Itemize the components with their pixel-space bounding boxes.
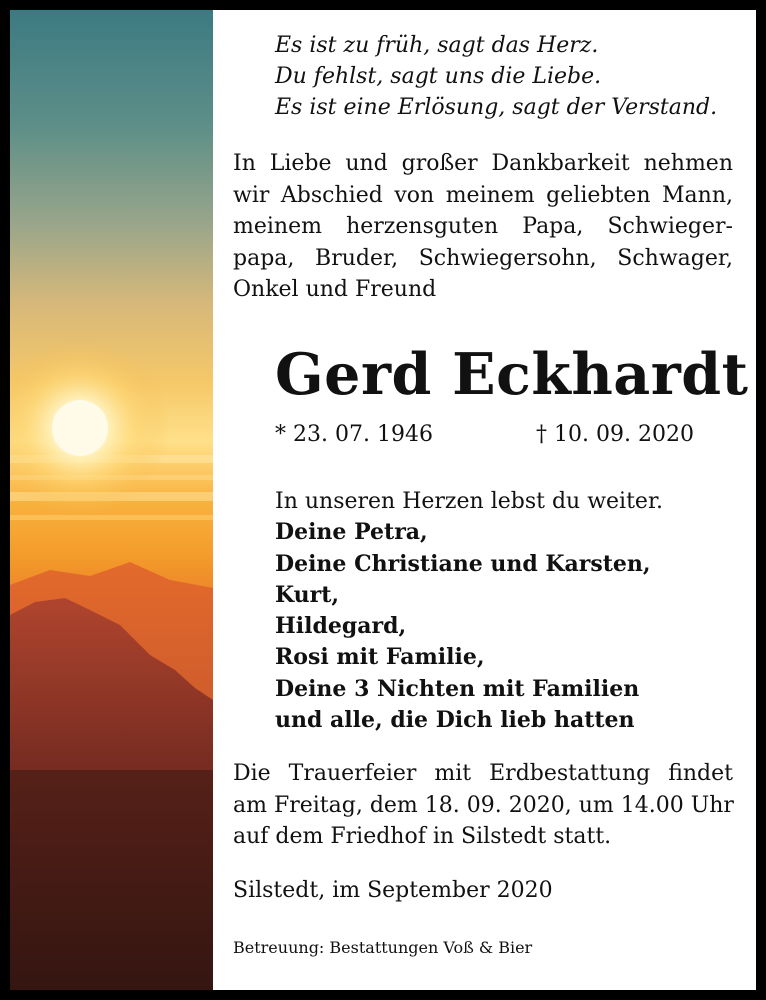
mourner-name: Deine Christiane und Karsten,	[275, 550, 651, 577]
mourner-name: Rosi mit Familie,	[275, 644, 485, 671]
mourners-intro: In unseren Herzen lebst du weiter.	[275, 489, 664, 514]
death-date: † 10. 09. 2020	[536, 422, 694, 447]
mourner-name: Deine Petra,	[275, 519, 428, 546]
mourner-name: Kurt,	[275, 581, 340, 608]
intro-line: In Liebe und großer Dankbarkeit nehmen	[233, 151, 733, 176]
intro-line: wir Abschied von meinem geliebten Mann,	[233, 182, 733, 208]
funeral-line: am Freitag, dem 18. 09. 2020, um 14.00 Uhr	[233, 792, 734, 818]
poem-line: Es ist eine Erlösung, sagt der Verstand.	[275, 95, 718, 120]
funeral-notice	[233, 758, 733, 853]
deceased-name: Gerd Eckhardt	[275, 341, 749, 408]
obituary-text-panel	[213, 10, 756, 990]
sunset-mountain-photo	[10, 10, 213, 990]
intro-line: Onkel und Freund	[233, 277, 437, 302]
poem-line: Du fehlst, sagt uns die Liebe.	[275, 64, 602, 89]
intro-line: papa, Bruder, Schwiegersohn, Schwager,	[233, 245, 733, 271]
poem-line: Es ist zu früh, sagt das Herz.	[275, 33, 599, 58]
poem	[275, 30, 745, 123]
funeral-line: auf dem Friedhof in Silstedt statt.	[233, 824, 612, 849]
intro-line: meinem herzensguten Papa, Schwieger-	[233, 214, 733, 239]
mourner-name: Deine 3 Nichten mit Familien	[275, 675, 640, 702]
place-date: Silstedt, im September 2020	[233, 878, 553, 903]
mourner-name: und alle, die Dich lieb hatten	[275, 707, 635, 734]
undertaker-credit: Betreuung: Bestattungen Voß & Bier	[233, 938, 533, 957]
mourner-name: Hildegard,	[275, 613, 407, 640]
funeral-line: Die Trauerfeier mit Erdbestattung findet	[233, 761, 733, 786]
mourners-list	[275, 486, 745, 736]
birth-date: * 23. 07. 1946	[275, 422, 433, 447]
intro-paragraph	[233, 148, 733, 306]
